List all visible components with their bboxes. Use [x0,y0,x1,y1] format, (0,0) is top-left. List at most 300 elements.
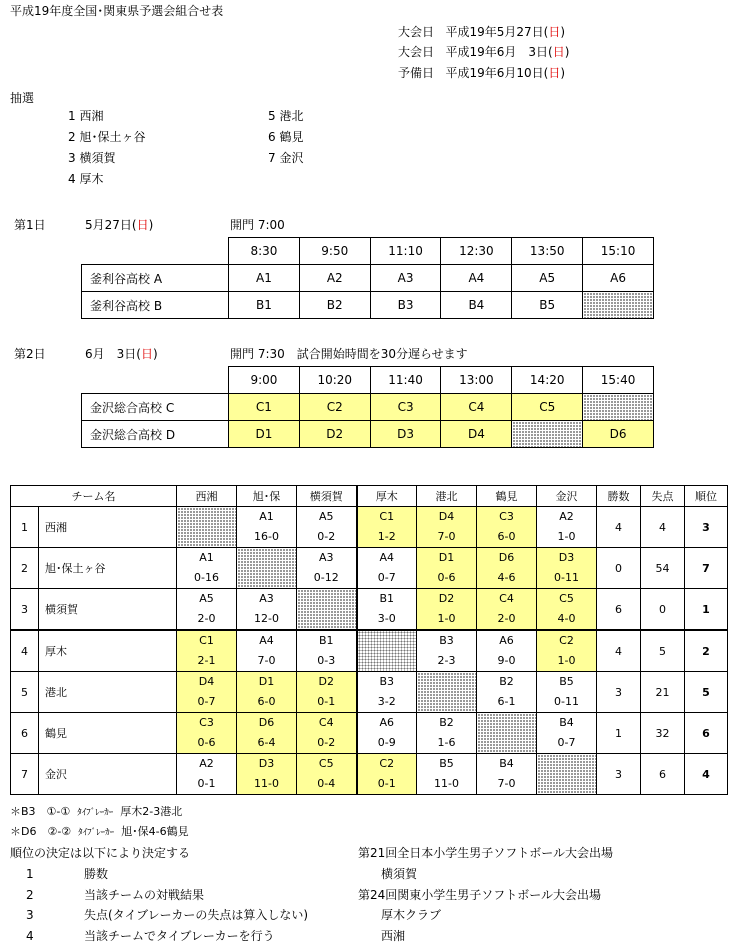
match-cell [357,589,417,631]
match-code: B2 [499,675,514,688]
wins-cell: 3 [597,754,641,795]
match-score: 3-2 [377,695,396,708]
match-cell [297,754,357,795]
match-cell-content [237,672,296,712]
header-cell: 順位 [685,486,728,507]
venue-row [82,394,654,421]
match-cell [537,672,597,713]
day1-date: 5月27日(日) [85,218,154,232]
empty-slot [512,421,583,448]
match-code: B5 [559,675,574,688]
match-score: 9-0 [497,654,516,667]
match-score: 7-0 [257,654,276,667]
game-cell: A3 [370,265,441,292]
header-cell: 勝数 [597,486,641,507]
date-row: 大会日 平成19年6月 3日(日) [398,45,570,59]
match-cell-content [477,631,536,671]
match-cell [537,548,597,589]
rule-item: 3 [26,908,34,922]
match-cell-content [537,672,596,712]
team-number: 6 [11,713,39,754]
match-cell [297,672,357,713]
match-code: B5 [439,757,454,770]
header-row [11,486,728,507]
match-score: 1-6 [437,736,456,749]
rank-cell: 6 [685,713,728,754]
match-score: 6-1 [497,695,516,708]
day2-note: 開門 7:30 試合開始時間を30分遅らせます [230,347,468,361]
time-cell: 9:00 [229,367,300,394]
match-score: 0-11 [554,695,579,708]
result-team: 西湘 [381,929,406,943]
match-cell-content [417,589,476,629]
match-code: C4 [318,716,334,729]
time-row [82,238,654,265]
match-score: 2-0 [497,612,516,625]
match-cell [537,589,597,631]
game-cell: A1 [229,265,300,292]
match-score: 1-0 [557,530,576,543]
match-score: 0-1 [317,695,336,708]
game-cell: C5 [512,394,583,421]
game-cell: A5 [512,265,583,292]
self-match-cell [297,589,357,631]
standings-table [10,485,728,795]
rank-cell: 5 [685,672,728,713]
match-score: 0-1 [197,777,216,790]
day2-date: 6月 3日(日) [85,347,158,361]
match-score: 2-1 [197,654,216,667]
match-cell-content [358,589,417,629]
match-code: D6 [258,716,275,729]
corner [82,367,229,394]
lottery-item: 4 厚木 [68,172,104,186]
match-code: A6 [499,634,514,647]
header-cell: 旭･保 [237,486,297,507]
lost-points-cell: 21 [641,672,685,713]
wins-cell: 4 [597,630,641,672]
team-name: 厚木 [39,630,177,672]
match-code: B2 [439,716,454,729]
header-cell: 失点 [641,486,685,507]
rule-text: 勝数 [84,867,109,881]
lost-points-cell: 54 [641,548,685,589]
wins-cell: 1 [597,713,641,754]
match-cell-content [297,672,356,712]
team-row [11,754,728,795]
match-score: 0-2 [317,736,336,749]
game-cell: B3 [370,292,441,319]
day2-label: 第2日 [14,347,46,361]
match-score: 0-3 [317,654,336,667]
venue-row [82,421,654,448]
match-cell-content [177,548,236,588]
match-score: 4-0 [557,612,576,625]
game-cell: C3 [370,394,441,421]
match-code: C4 [499,592,514,605]
game-cell: B1 [229,292,300,319]
match-code: B3 [379,675,395,688]
match-cell [237,507,297,548]
header-cell: 厚木 [357,486,417,507]
match-cell-content [417,713,476,753]
match-cell [177,754,237,795]
match-cell [417,630,477,672]
self-match-cell [417,672,477,713]
match-cell [477,630,537,672]
venue-name: 釜利谷高校 A [82,265,229,292]
empty-slot [583,292,654,319]
game-cell: D1 [229,421,300,448]
match-score: 0-7 [197,695,216,708]
match-code: D6 [498,551,515,564]
rule-item: 1 [26,867,34,881]
time-cell: 14:20 [512,367,583,394]
match-score: 4-6 [497,571,516,584]
match-cell [417,548,477,589]
match-score: 6-0 [497,530,516,543]
match-score: 0-9 [377,736,396,749]
time-cell: 11:40 [370,367,441,394]
result-event: 第24回関東小学生男子ソフトボール大会出場 [358,888,602,902]
venue-name: 金沢総合高校 C [82,394,229,421]
match-cell [297,713,357,754]
match-score: 1-0 [557,654,576,667]
lost-points-cell: 4 [641,507,685,548]
match-score: 1-0 [437,612,456,625]
match-cell [417,713,477,754]
match-cell-content [417,507,476,547]
match-cell [297,507,357,548]
self-match-cell [537,754,597,795]
match-cell-content [177,631,236,671]
team-name: 港北 [39,672,177,713]
rule-text: 当該チームでタイブレーカーを行う [84,929,275,943]
team-row [11,713,728,754]
team-number: 3 [11,589,39,631]
team-number: 4 [11,630,39,672]
result-team: 横須賀 [381,867,418,881]
match-code: B1 [379,592,395,605]
lottery-item: 7 金沢 [268,151,304,165]
match-score: 0-2 [317,530,336,543]
team-name: 鶴見 [39,713,177,754]
day2-schedule-table [81,366,654,448]
rank-cell: 1 [685,589,728,631]
match-code: C5 [318,757,334,770]
header-cell: 鶴見 [477,486,537,507]
match-cell-content [177,589,236,629]
match-code: A5 [199,592,214,605]
time-cell: 9:50 [299,238,370,265]
venue-row [82,292,654,319]
rank-cell: 2 [685,630,728,672]
lottery-label: 抽選 [10,91,35,105]
match-cell [237,713,297,754]
match-cell-content [237,589,296,629]
team-name: 金沢 [39,754,177,795]
page-title: 平成19年度全国･関東県予選会組合せ表 [10,4,224,18]
match-cell-content [537,548,596,588]
team-row [11,589,728,631]
team-name: 横須賀 [39,589,177,631]
match-score: 16-0 [254,530,279,543]
game-cell: C1 [229,394,300,421]
match-cell-content [297,507,356,547]
match-score: 11-0 [434,777,459,790]
match-cell-content [297,754,356,794]
match-code: C2 [559,634,574,647]
match-code: B4 [559,716,574,729]
time-cell: 8:30 [229,238,300,265]
match-code: C3 [499,510,514,523]
game-cell: D2 [299,421,370,448]
tiebreak-note: ＊D6 ②-② ﾀｲﾌﾞﾚｰｶｰ 旭･保4-6鶴見 [10,825,189,838]
match-cell-content [537,507,596,547]
team-name: 旭･保土ヶ谷 [39,548,177,589]
game-cell: D4 [441,421,512,448]
game-cell: B2 [299,292,370,319]
lottery-item: 1 西湘 [68,109,104,123]
match-cell-content [177,754,236,794]
match-code: A1 [259,510,274,523]
match-cell-content [358,754,417,794]
match-score: 0-6 [197,736,216,749]
match-score: 6-4 [257,736,276,749]
header-cell: 横須賀 [297,486,357,507]
game-cell: C4 [441,394,512,421]
match-score: 6-0 [257,695,276,708]
time-cell: 11:10 [370,238,441,265]
header-cell: 西湘 [177,486,237,507]
match-code: A5 [318,510,334,523]
match-cell-content [237,631,296,671]
match-code: B4 [499,757,514,770]
self-match-cell [177,507,237,548]
team-number: 2 [11,548,39,589]
match-cell-content [417,754,476,794]
time-cell: 10:20 [299,367,370,394]
match-cell-content [177,713,236,753]
game-cell: B4 [441,292,512,319]
match-cell-content [417,548,476,588]
game-cell: B5 [512,292,583,319]
match-cell [477,672,537,713]
match-cell-content [237,507,296,547]
match-code: C1 [199,634,214,647]
time-cell: 15:40 [583,367,654,394]
match-code: D3 [258,757,275,770]
game-cell: A4 [441,265,512,292]
match-score: 0-1 [377,777,396,790]
match-cell-content [237,713,296,753]
match-cell [417,589,477,631]
wins-cell: 6 [597,589,641,631]
time-cell: 12:30 [441,238,512,265]
match-code: D4 [438,510,455,523]
match-cell [357,507,417,548]
rule-text: 当該チームの対戦結果 [84,888,205,902]
match-code: D4 [198,675,215,688]
match-code: D2 [438,592,455,605]
match-cell [357,754,417,795]
team-row [11,548,728,589]
date-row: 大会日 平成19年5月27日(日) [398,25,566,39]
match-code: C2 [379,757,395,770]
match-cell-content [537,589,596,629]
match-cell-content [358,548,417,588]
lottery-item: 2 旭･保土ヶ谷 [68,130,146,144]
match-code: B3 [439,634,454,647]
day1-label: 第1日 [14,218,46,232]
match-cell-content [358,672,417,712]
wins-cell: 4 [597,507,641,548]
match-cell-content [358,713,417,753]
match-score: 2-0 [197,612,216,625]
match-cell [477,754,537,795]
time-cell: 13:00 [441,367,512,394]
match-cell [237,672,297,713]
match-cell [237,589,297,631]
match-score: 0-16 [194,571,219,584]
match-code: A6 [379,716,395,729]
day1-note: 開門 7:00 [230,218,285,232]
match-cell [537,507,597,548]
rule-text: 失点(タイブレーカーの失点は算入しない) [84,908,309,922]
team-name: 西湘 [39,507,177,548]
self-match-cell [477,713,537,754]
match-code: D3 [558,551,575,564]
match-cell-content [537,631,596,671]
match-cell [297,630,357,672]
match-cell [177,630,237,672]
match-cell [417,754,477,795]
wins-cell: 3 [597,672,641,713]
corner [82,238,229,265]
header-team: チーム名 [11,486,177,507]
lottery-item: 5 港北 [268,109,304,123]
match-cell-content [477,548,536,588]
match-cell-content [477,507,536,547]
match-score: 7-0 [437,530,456,543]
match-score: 0-6 [437,571,456,584]
match-code: D2 [318,675,334,688]
match-score: 3-0 [377,612,396,625]
self-match-cell [237,548,297,589]
match-code: C1 [379,510,395,523]
match-score: 0-4 [317,777,336,790]
match-score: 0-11 [554,571,579,584]
game-cell: D3 [370,421,441,448]
match-code: A2 [559,510,574,523]
venue-row [82,265,654,292]
time-row [82,367,654,394]
match-code: D1 [258,675,275,688]
time-cell: 15:10 [583,238,654,265]
self-match-cell [357,630,417,672]
match-code: A2 [199,757,214,770]
rule-item: 2 [26,888,34,902]
rank-cell: 4 [685,754,728,795]
match-cell [297,548,357,589]
header-cell: 港北 [417,486,477,507]
match-code: C3 [199,716,214,729]
match-cell-content [297,713,356,753]
match-score: 0-7 [377,571,396,584]
lost-points-cell: 5 [641,630,685,672]
game-cell: A2 [299,265,370,292]
match-score: 0-7 [557,736,576,749]
match-cell [177,713,237,754]
match-cell [177,672,237,713]
match-code: A3 [259,592,274,605]
lottery-item: 6 鶴見 [268,130,304,144]
result-team: 厚木クラブ [381,908,442,922]
team-row [11,507,728,548]
game-cell: A6 [583,265,654,292]
lost-points-cell: 6 [641,754,685,795]
result-event: 第21回全日本小学生男子ソフトボール大会出場 [358,846,614,860]
game-cell: C2 [299,394,370,421]
day1-schedule-table [81,237,654,319]
match-cell [357,548,417,589]
match-cell [357,713,417,754]
tiebreak-note: ＊B3 ①-① ﾀｲﾌﾞﾚｰｶｰ 厚木2-3港北 [10,805,183,818]
rank-cell: 3 [685,507,728,548]
team-number: 1 [11,507,39,548]
match-cell-content [237,754,296,794]
team-row [11,630,728,672]
match-cell [177,589,237,631]
game-cell: D6 [583,421,654,448]
team-number: 7 [11,754,39,795]
lottery-item: 3 横須賀 [68,151,116,165]
match-cell-content [417,631,476,671]
match-code: D1 [438,551,455,564]
match-score: 12-0 [254,612,279,625]
match-cell-content [297,548,356,588]
match-score: 7-0 [497,777,516,790]
match-cell [357,672,417,713]
match-cell-content [537,713,596,753]
venue-name: 釜利谷高校 B [82,292,229,319]
match-code: A4 [259,634,274,647]
wins-cell: 0 [597,548,641,589]
match-cell-content [358,507,417,547]
lost-points-cell: 0 [641,589,685,631]
team-row [11,672,728,713]
match-cell [477,507,537,548]
match-score: 0-12 [313,571,339,584]
match-cell [537,630,597,672]
rule-item: 4 [26,929,34,943]
date-row: 予備日 平成19年6月10日(日) [398,66,566,80]
ranking-rules-title: 順位の決定は以下により決定する [10,846,191,860]
match-code: B1 [318,634,334,647]
time-cell: 13:50 [512,238,583,265]
match-cell [537,713,597,754]
match-cell [477,589,537,631]
match-code: A1 [199,551,214,564]
match-cell-content [297,631,356,671]
match-code: A4 [379,551,395,564]
match-cell [477,548,537,589]
header-cell: 金沢 [537,486,597,507]
match-score: 11-0 [254,777,279,790]
team-number: 5 [11,672,39,713]
match-cell-content [477,672,536,712]
match-code: A3 [318,551,334,564]
